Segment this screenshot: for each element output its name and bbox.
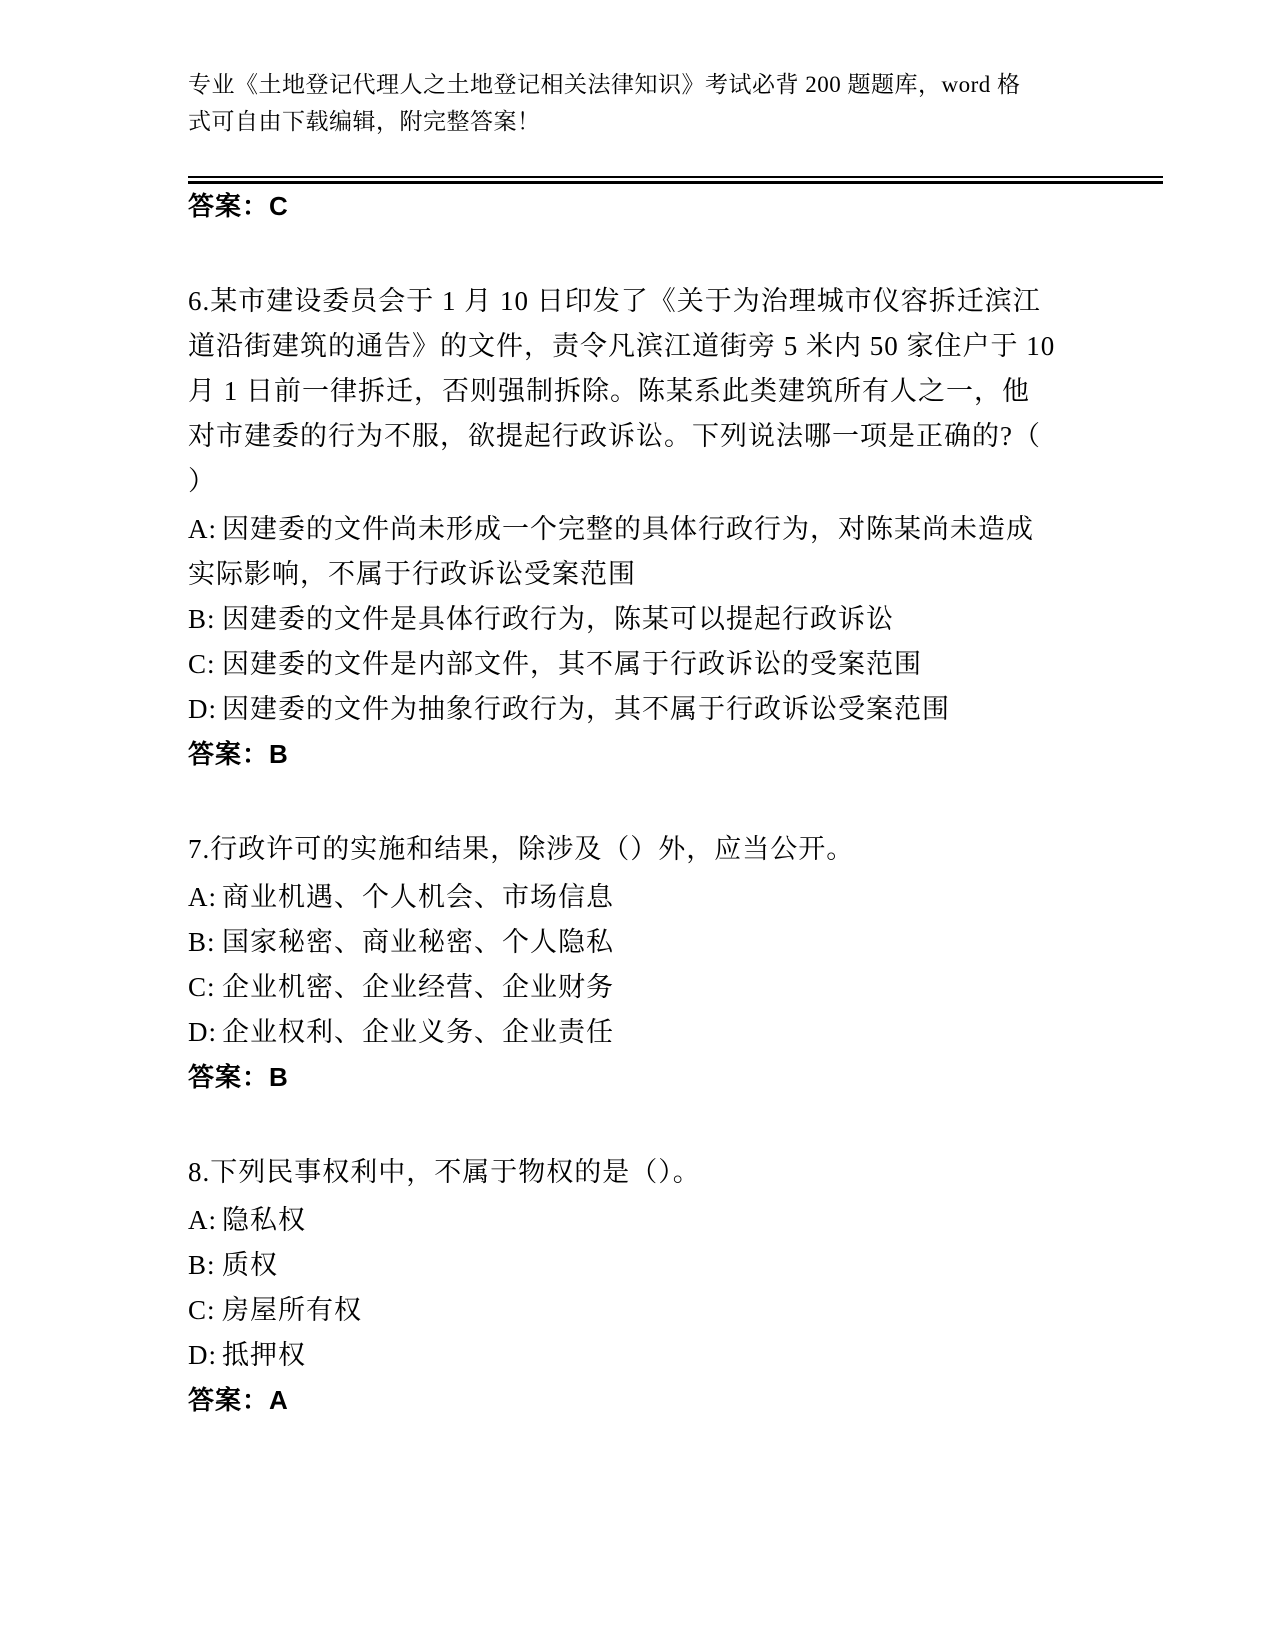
option-d-text: 抵押权 — [222, 1340, 306, 1370]
question-6-option-a — [188, 507, 1163, 552]
question-8-stem-line: 8.下列民事权利中，不属于物权的是（）。 — [188, 1157, 701, 1187]
question-7-options — [188, 875, 1163, 1055]
option-d-label: D: — [188, 1017, 217, 1047]
question-7-stem — [188, 827, 1163, 872]
answer-line-question-8: 答案：A — [188, 1385, 289, 1415]
option-d-text: 因建委的文件为抽象行政行为，其不属于行政诉讼受案范围 — [222, 694, 950, 724]
option-c-label: C: — [188, 1295, 216, 1325]
question-8-option-d — [188, 1333, 1163, 1378]
option-c-label: C: — [188, 972, 216, 1002]
answer-line-previous-question: 答案：C — [188, 191, 289, 221]
question-6-stem-line: 月 1 日前一律拆迁，否则强制拆除。陈某系此类建筑所有人之一，他 — [188, 376, 1030, 406]
answer-line-question-7: 答案：B — [188, 1062, 289, 1092]
question-7-stem-line: 7.行政许可的实施和结果，除涉及（）外，应当公开。 — [188, 834, 855, 864]
question-6-stem — [188, 279, 1163, 504]
question-6-option-c — [188, 642, 1163, 687]
option-b-label: B: — [188, 604, 216, 634]
document-content — [188, 0, 1163, 1423]
option-c-text: 房屋所有权 — [222, 1295, 362, 1325]
question-6-option-b — [188, 597, 1163, 642]
option-d-text: 企业权利、企业义务、企业责任 — [222, 1017, 614, 1047]
question-7 — [188, 827, 1163, 1100]
option-b-label: B: — [188, 927, 216, 957]
option-a-text: 隐私权 — [222, 1205, 306, 1235]
question-6-stem-line: 对市建委的行为不服，欲提起行政诉讼。下列说法哪一项是正确的?（ — [188, 421, 1041, 451]
question-8-options — [188, 1198, 1163, 1378]
question-6-stem-line: 道沿街建筑的通告》的文件，责令凡滨江道街旁 5 米内 50 家住户于 10 — [188, 331, 1056, 361]
question-6-option-a-continuation — [188, 552, 1163, 597]
question-8 — [188, 1150, 1163, 1423]
option-a-label: A: — [188, 1205, 217, 1235]
question-6-stem-line: 6.某市建设委员会于 1 月 10 日印发了《关于为治理城市仪容拆迁滨江 — [188, 286, 1041, 316]
question-8-option-a — [188, 1198, 1163, 1243]
option-a-text: 商业机遇、个人机会、市场信息 — [222, 882, 614, 912]
option-b-text: 质权 — [222, 1250, 278, 1280]
question-7-option-b — [188, 920, 1163, 965]
option-b-text: 国家秘密、商业秘密、个人隐私 — [222, 927, 614, 957]
document-header — [188, 0, 1163, 140]
option-a-text: 因建委的文件尚未形成一个完整的具体行政行为，对陈某尚未造成 — [222, 514, 1034, 544]
question-6 — [188, 279, 1163, 777]
option-c-label: C: — [188, 649, 216, 679]
option-d-label: D: — [188, 694, 217, 724]
question-7-option-c — [188, 965, 1163, 1010]
option-d-label: D: — [188, 1340, 217, 1370]
question-8-option-b — [188, 1243, 1163, 1288]
question-8-option-c — [188, 1288, 1163, 1333]
header-text-line-2: 式可自由下载编辑，附完整答案！ — [188, 109, 541, 134]
option-c-text: 企业机密、企业经营、企业财务 — [222, 972, 614, 1002]
option-b-text: 因建委的文件是具体行政行为，陈某可以提起行政诉讼 — [222, 604, 894, 634]
answer-line-question-6: 答案：B — [188, 739, 289, 769]
question-6-stem-line: ） — [188, 466, 216, 496]
option-a-text-continued: 实际影响，不属于行政诉讼受案范围 — [188, 559, 636, 589]
question-6-options — [188, 507, 1163, 732]
question-7-option-a — [188, 875, 1163, 920]
option-c-text: 因建委的文件是内部文件，其不属于行政诉讼的受案范围 — [222, 649, 922, 679]
option-a-label: A: — [188, 882, 217, 912]
question-8-stem — [188, 1150, 1163, 1195]
header-text-line-1: 专业《土地登记代理人之土地登记相关法律知识》考试必背 200 题题库，word 格 — [188, 72, 1021, 97]
question-7-option-d — [188, 1010, 1163, 1055]
option-b-label: B: — [188, 1250, 216, 1280]
question-6-option-d — [188, 687, 1163, 732]
option-a-label: A: — [188, 514, 217, 544]
header-divider-double-line — [188, 176, 1163, 184]
